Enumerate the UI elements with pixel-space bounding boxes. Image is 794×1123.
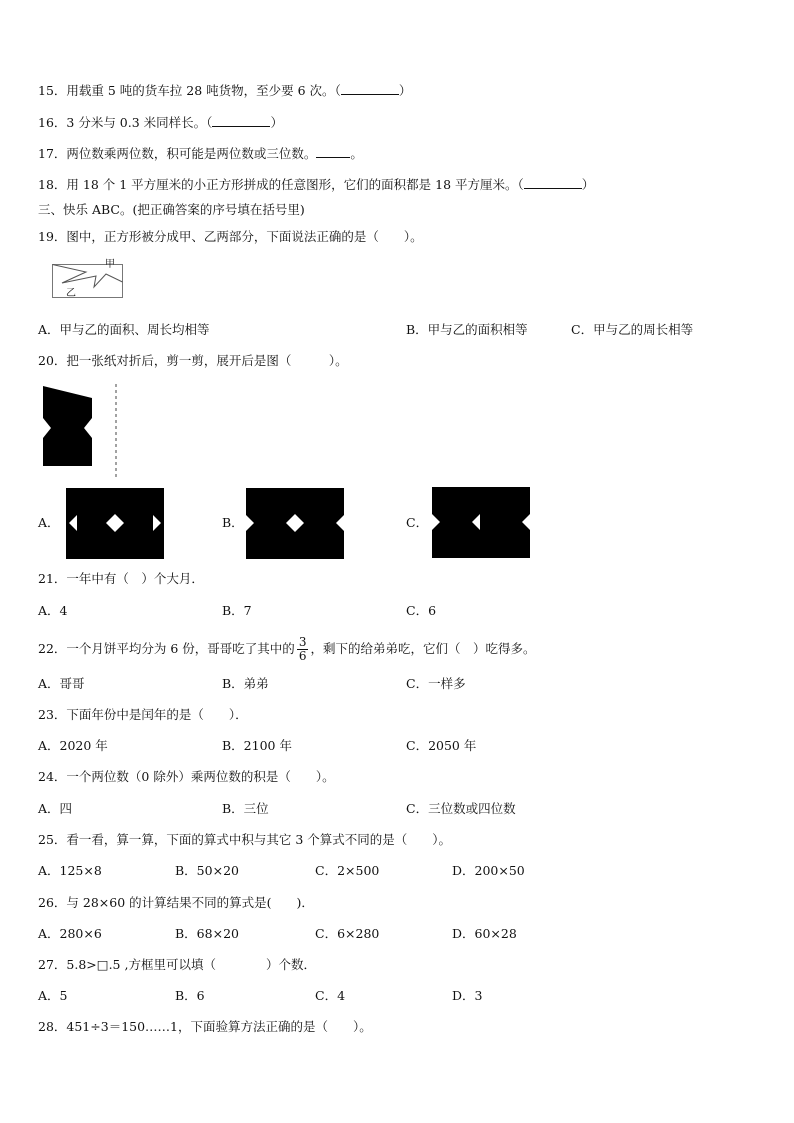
- q25-option-a[interactable]: A．125×8: [38, 863, 102, 878]
- answer-blank-17[interactable]: [316, 146, 350, 158]
- q19-option-b[interactable]: B．甲与乙的面积相等: [406, 322, 528, 337]
- q25-option-c[interactable]: C．2×500: [315, 863, 380, 878]
- q20-option-c-label[interactable]: C．: [406, 515, 429, 530]
- answer-blank-16[interactable]: [212, 115, 270, 127]
- q19-option-c[interactable]: C．甲与乙的周长相等: [571, 322, 694, 337]
- question-21: 21．一年中有（ ）个大月．: [38, 571, 204, 586]
- q27-option-a[interactable]: A．5: [38, 988, 68, 1003]
- q27-option-d[interactable]: D．3: [452, 988, 483, 1003]
- q26-option-a[interactable]: A．280×6: [38, 926, 102, 941]
- answer-blank-18[interactable]: [524, 177, 582, 189]
- q20-option-b-shape[interactable]: [246, 488, 344, 559]
- label-yi: 乙: [66, 288, 76, 299]
- question-19: 19．图中，正方形被分成甲、乙两部分，下面说法正确的是（ ）。: [38, 229, 423, 244]
- question-17-text: 17．两位数乘两位数，积可能是两位数或三位数。: [38, 146, 317, 161]
- q20-option-a-shape[interactable]: [66, 488, 164, 559]
- answer-blank-15[interactable]: [341, 83, 399, 95]
- q24-option-a[interactable]: A．四: [38, 801, 73, 816]
- q22-option-b[interactable]: B．弟弟: [222, 676, 269, 691]
- q23-option-c[interactable]: C．2050 年: [406, 738, 477, 753]
- question-16-text: 16．3 分米与 0.3 米同样长。: [38, 115, 207, 130]
- q26-option-d[interactable]: D．60×28: [452, 926, 517, 941]
- question-20: 20．把一张纸对折后，剪一剪，展开后是图（ ）。: [38, 353, 348, 368]
- question-15-text: 15．用载重 5 吨的货车拉 28 吨货物，至少要 6 次。: [38, 83, 335, 98]
- q22-option-a[interactable]: A．哥哥: [38, 676, 85, 691]
- fraction-three-sixths: $\frac{3}{6}$: [298, 635, 307, 663]
- q22-option-c[interactable]: C．一样多: [406, 676, 466, 691]
- q23-option-b[interactable]: B．2100 年: [222, 738, 292, 753]
- q21-option-c[interactable]: C．6: [406, 603, 437, 618]
- question-25: 25．看一看，算一算，下面的算式中积与其它 3 个算式不同的是（ ）。: [38, 832, 452, 847]
- question-22: 22．一个月饼平均分为 6 份，哥哥吃了其中的 $\frac{3}{6}$ ，剩下的给弟弟吃，它们（ ）吃得多。: [38, 635, 536, 663]
- q20-option-c-shape[interactable]: [432, 487, 530, 558]
- q19-option-a[interactable]: A．甲与乙的面积、周长均相等: [38, 322, 210, 337]
- q20-option-b-label[interactable]: B．: [222, 515, 244, 530]
- q27-option-b[interactable]: B．6: [175, 988, 205, 1003]
- question-16: 16．3 分米与 0.3 米同样长。（ ）: [38, 115, 283, 130]
- q20-option-a-label[interactable]: A．: [38, 515, 60, 530]
- section-heading: 三、快乐 ABC。(把正确答案的序号填在括号里): [38, 202, 305, 217]
- question-15: 15．用载重 5 吨的货车拉 28 吨货物，至少要 6 次。（ ）: [38, 83, 412, 98]
- q19-figure: [48, 256, 132, 306]
- question-17: 17．两位数乘两位数，积可能是两位数或三位数。 。: [38, 146, 363, 161]
- q26-option-b[interactable]: B．68×20: [175, 926, 239, 941]
- folded-paper-figure: [40, 380, 126, 480]
- question-27: 27．5.8>□.5 ,方框里可以填（ ）个数．: [38, 957, 316, 972]
- q25-option-b[interactable]: B．50×20: [175, 863, 239, 878]
- q26-option-c[interactable]: C．6×280: [315, 926, 380, 941]
- question-18: 18．用 18 个 1 平方厘米的小正方形拼成的任意图形，它们的面积都是 18 平方厘米。（ ）: [38, 177, 595, 192]
- label-jia: 甲: [105, 259, 115, 270]
- q25-option-d[interactable]: D．200×50: [452, 863, 525, 878]
- q24-option-c[interactable]: C．三位数或四位数: [406, 801, 516, 816]
- question-18-text: 18．用 18 个 1 平方厘米的小正方形拼成的任意图形，它们的面积都是 18 平方厘米。: [38, 177, 518, 192]
- q21-option-b[interactable]: B．7: [222, 603, 252, 618]
- q27-option-c[interactable]: C．4: [315, 988, 346, 1003]
- q23-option-a[interactable]: A．2020 年: [38, 738, 108, 753]
- question-24: 24．一个两位数（0 除外）乘两位数的积是（ ）。: [38, 769, 335, 784]
- question-26: 26．与 28×60 的计算结果不同的算式是( )．: [38, 895, 314, 910]
- question-23: 23．下面年份中是闰年的是（ ）．: [38, 707, 248, 722]
- question-28: 28．451÷3＝150……1，下面验算方法正确的是（ ）。: [38, 1019, 372, 1034]
- q21-option-a[interactable]: A．4: [38, 603, 68, 618]
- q24-option-b[interactable]: B．三位: [222, 801, 269, 816]
